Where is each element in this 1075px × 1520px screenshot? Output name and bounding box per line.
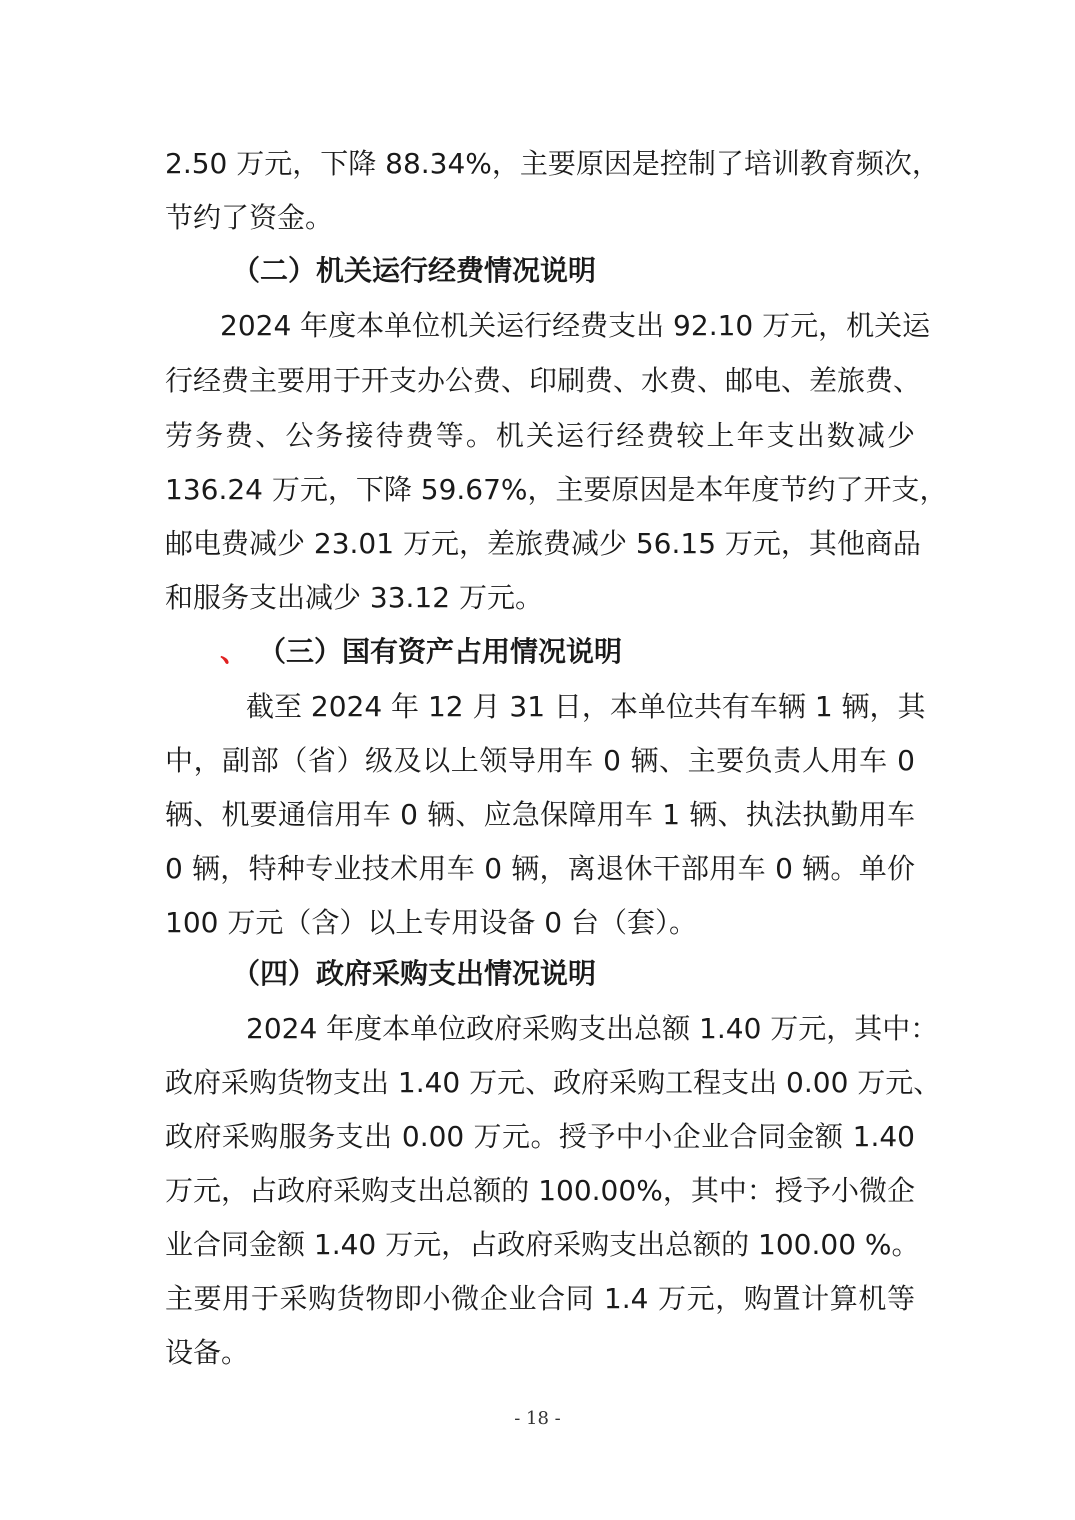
section-heading-4: （四）政府采购支出情况说明 — [232, 957, 597, 990]
paragraph-line: 劳务费、公务接待费等。机关运行经费较上年支出数减少 — [165, 419, 915, 452]
paragraph-line: 设备。 — [165, 1336, 250, 1369]
section-heading-3: （三）国有资产占用情况说明 — [258, 635, 623, 668]
section-heading-2: （二）机关运行经费情况说明 — [232, 254, 597, 287]
paragraph-line: 业合同金额 1.40 万元，占政府采购支出总额的 100.00 %。 — [165, 1228, 920, 1261]
paragraph-line: 中，副部（省）级及以上领导用车 0 辆、主要负责人用车 0 — [165, 744, 915, 777]
paragraph-line: 万元，占政府采购支出总额的 100.00%，其中：授予小微企 — [165, 1174, 915, 1207]
paragraph-line: 和服务支出减少 33.12 万元。 — [165, 581, 543, 614]
paragraph-line: 2.50 万元，下降 88.34%，主要原因是控制了培训教育频次， — [165, 147, 940, 180]
paragraph-line: 100 万元（含）以上专用设备 0 台（套）。 — [165, 906, 697, 939]
paragraph-line: 0 辆，特种专业技术用车 0 辆，离退休干部用车 0 辆。单价 — [165, 852, 915, 885]
paragraph-line: 节约了资金。 — [165, 201, 334, 234]
paragraph-line: 邮电费减少 23.01 万元，差旅费减少 56.15 万元，其他商品 — [165, 527, 921, 560]
red-mark: 、 — [220, 635, 249, 668]
paragraph-line: 2024 年度本单位机关运行经费支出 92.10 万元，机关运 — [220, 309, 931, 342]
paragraph-line: 136.24 万元，下降 59.67%，主要原因是本年度节约了开支， — [165, 473, 948, 506]
paragraph-line: 截至 2024 年 12 月 31 日，本单位共有车辆 1 辆，其 — [246, 690, 926, 723]
paragraph-line: 辆、机要通信用车 0 辆、应急保障用车 1 辆、执法执勤用车 — [165, 798, 915, 831]
paragraph-line: 主要用于采购货物即小微企业合同 1.4 万元，购置计算机等 — [165, 1282, 915, 1315]
page-number: - 18 - — [514, 1408, 561, 1429]
paragraph-line: 政府采购货物支出 1.40 万元、政府采购工程支出 0.00 万元、 — [165, 1066, 942, 1099]
paragraph-line: 政府采购服务支出 0.00 万元。授予中小企业合同金额 1.40 — [165, 1120, 915, 1153]
paragraph-line: 行经费主要用于开支办公费、印刷费、水费、邮电、差旅费、 — [165, 364, 922, 397]
paragraph-line: 2024 年度本单位政府采购支出总额 1.40 万元，其中： — [246, 1012, 939, 1045]
